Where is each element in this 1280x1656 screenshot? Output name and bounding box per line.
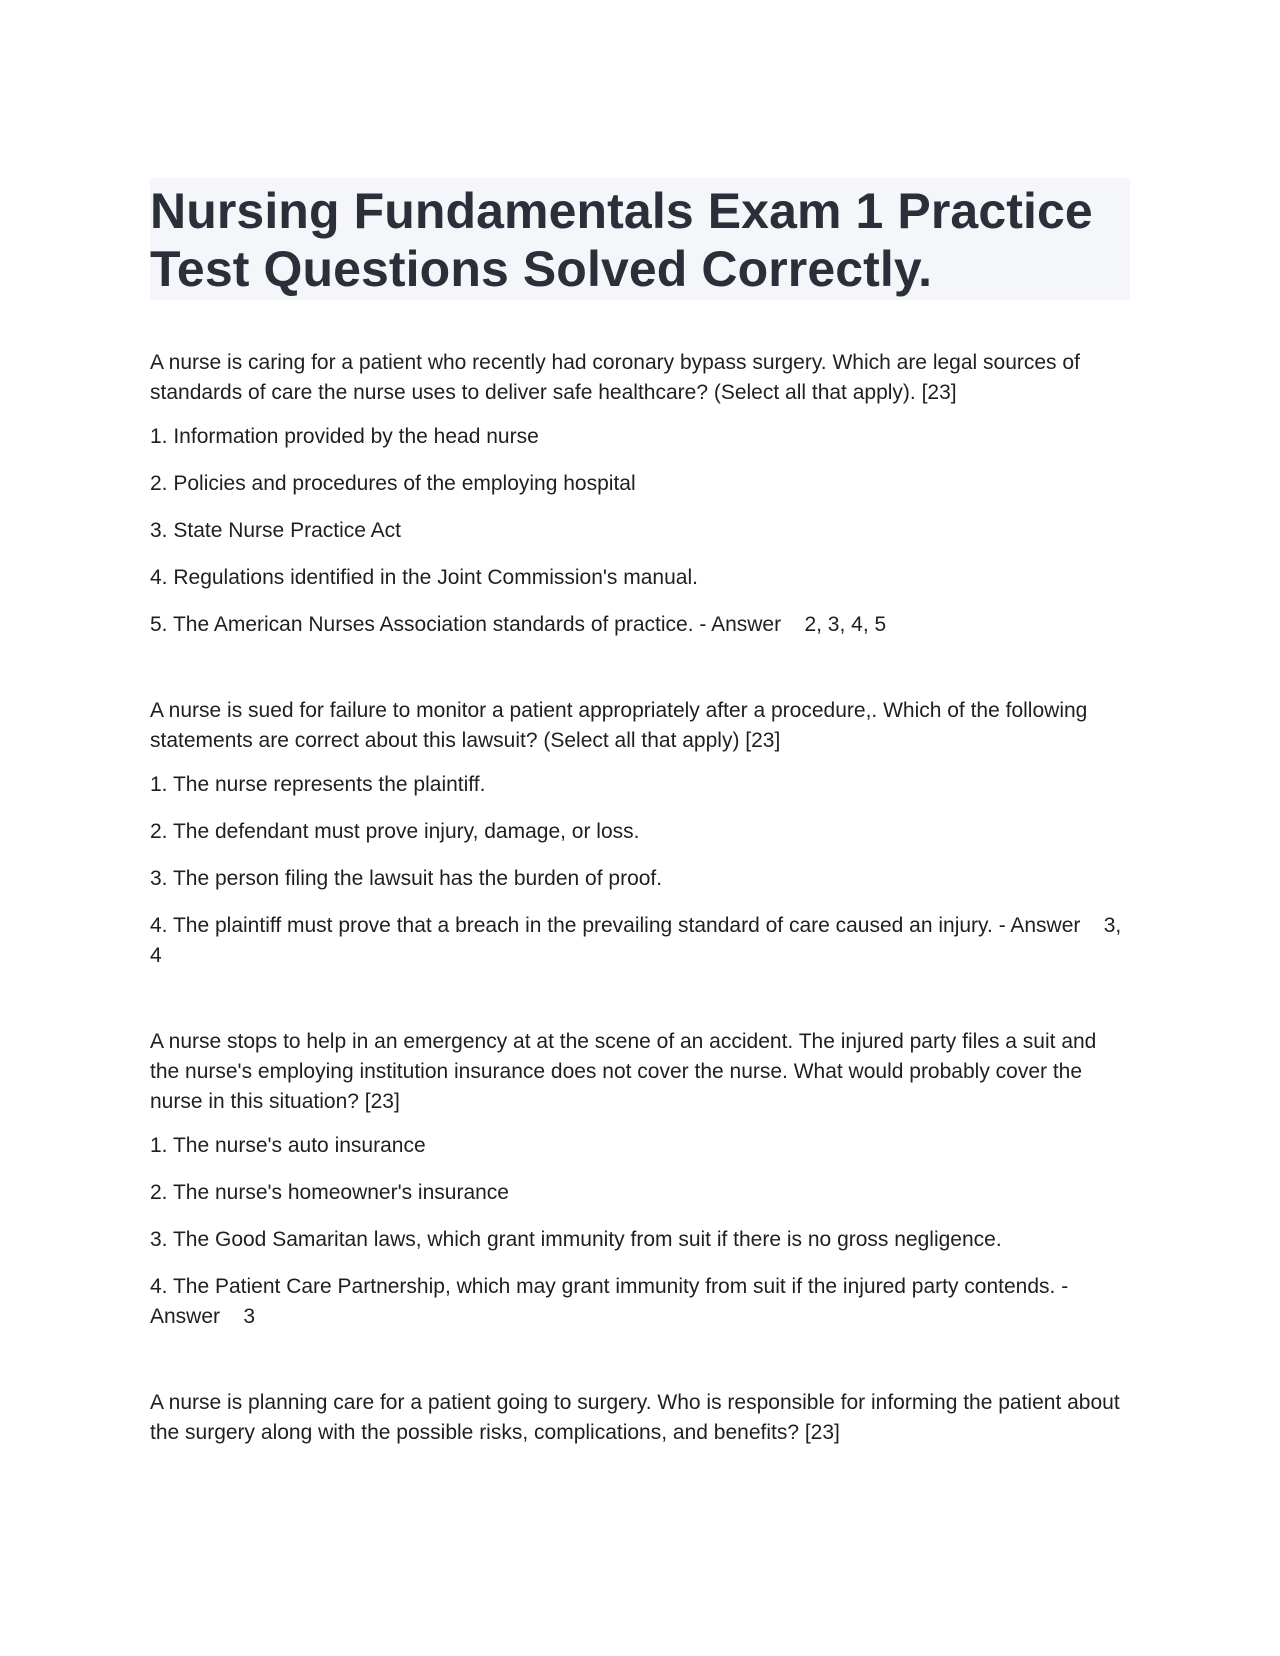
question-stem: A nurse is planning care for a patient going to surgery. Who is responsible for informing the patient about the surgery along with the possible risks, complications, and benefits? [23] [150,1391,1120,1444]
answer-option: 3. The Good Samaritan laws, which grant immunity from suit if there is no gross negligence. [150,1228,1002,1251]
document-page [150,178,1130,1462]
answer-option: 3. The person filing the lawsuit has the burden of proof. [150,867,663,890]
answer-label: - Answer [699,613,782,636]
answer-option-with-key [150,911,1130,971]
title-banner [150,178,1130,300]
answer-label: - Answer [150,1275,1069,1328]
answer-key: 2, 3, 4, 5 [804,613,887,636]
question-stem: A nurse stops to help in an emergency at at the scene of an accident. The injured party files a suit and the nurse's employing institution insurance does not cover the nurse. What would probably cover the nurse in this situation? [23] [150,1030,1097,1113]
question-block [150,1027,1130,1332]
answer-key: 3, 4 [150,914,1122,967]
answer-label: - Answer [998,914,1081,937]
answer-option: 2. The nurse's homeowner's insurance [150,1181,509,1204]
answer-option: 5. The American Nurses Association standards of practice. [150,613,694,636]
question-block [150,1388,1130,1448]
question-stem: A nurse is sued for failure to monitor a patient appropriately after a procedure,. Which of the following statements are correct about this lawsuit? (Select all that apply) [23] [150,699,1088,752]
answer-option: 1. The nurse represents the plaintiff. [150,773,486,796]
question-block [150,348,1130,640]
answer-option: 3. State Nurse Practice Act [150,519,401,542]
answer-option: 4. The Patient Care Partnership, which may grant immunity from suit if the injured party contends. [150,1275,1056,1298]
answer-option: 4. The plaintiff must prove that a breach in the prevailing standard of care caused an injury. [150,914,993,937]
answer-option: 4. Regulations identified in the Joint Commission's manual. [150,566,698,589]
answer-key: 3 [243,1305,256,1328]
answer-option-with-key [150,610,1130,640]
answer-option: 2. The defendant must prove injury, damage, or loss. [150,820,640,843]
question-stem: A nurse is caring for a patient who recently had coronary bypass surgery. Which are legal sources of standards of care the nurse uses to deliver safe healthcare? (Select all that apply). [23] [150,351,1080,404]
page-title: Nursing Fundamentals Exam 1 Practice Test Questions Solved Correctly. [150,183,1093,297]
question-block [150,696,1130,971]
answer-option: 2. Policies and procedures of the employing hospital [150,472,636,495]
answer-option-with-key [150,1272,1130,1332]
answer-option: 1. The nurse's auto insurance [150,1134,426,1157]
answer-option: 1. Information provided by the head nurse [150,425,539,448]
